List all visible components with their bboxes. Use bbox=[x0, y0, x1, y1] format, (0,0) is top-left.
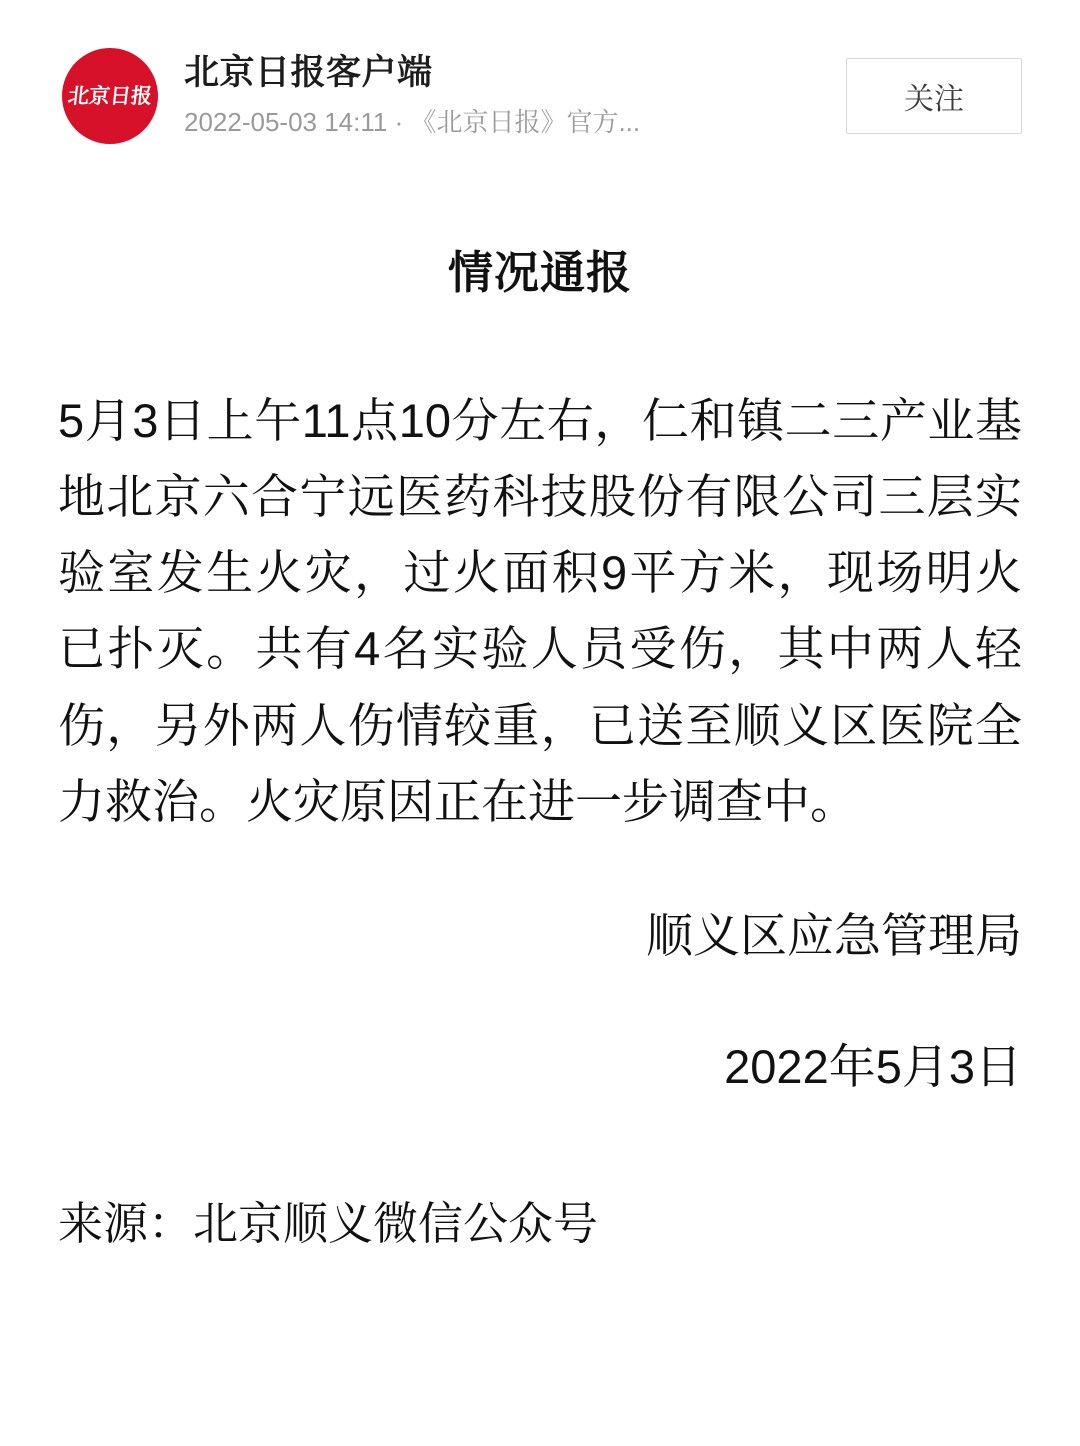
account-name[interactable]: 北京日报客户端 bbox=[184, 53, 433, 93]
article-content bbox=[0, 236, 1080, 1258]
account-header bbox=[0, 0, 1080, 144]
article-date: 2022年5月3日 bbox=[724, 1039, 1022, 1093]
page-title: 情况通报 bbox=[447, 247, 632, 298]
article-source: 来源：北京顺义微信公众号 bbox=[58, 1198, 599, 1250]
article-body-text: 5月3日上午11点10分左右，仁和镇二三产业基地北京六合宁远医药科技股份有限公司三层实验室发生火灾，过火面积9平方米，现场明火已扑灭。共有4名实验人员受伤，其中两人轻伤，另外两人伤情较重，已送至顺义区医院全力救治。火灾原因正在进一步调查中。 bbox=[58, 394, 1022, 828]
article-signature: 顺义区应急管理局 bbox=[646, 908, 1022, 962]
beijing-daily-logo-icon[interactable] bbox=[62, 48, 158, 144]
account-meta-line: 2022-05-03 14:11 · 《北京日报》官方... bbox=[184, 107, 641, 138]
follow-button[interactable]: 关注 bbox=[846, 58, 1022, 134]
account-meta bbox=[184, 52, 828, 140]
avatar-logo-text: 北京日报 bbox=[66, 83, 154, 108]
